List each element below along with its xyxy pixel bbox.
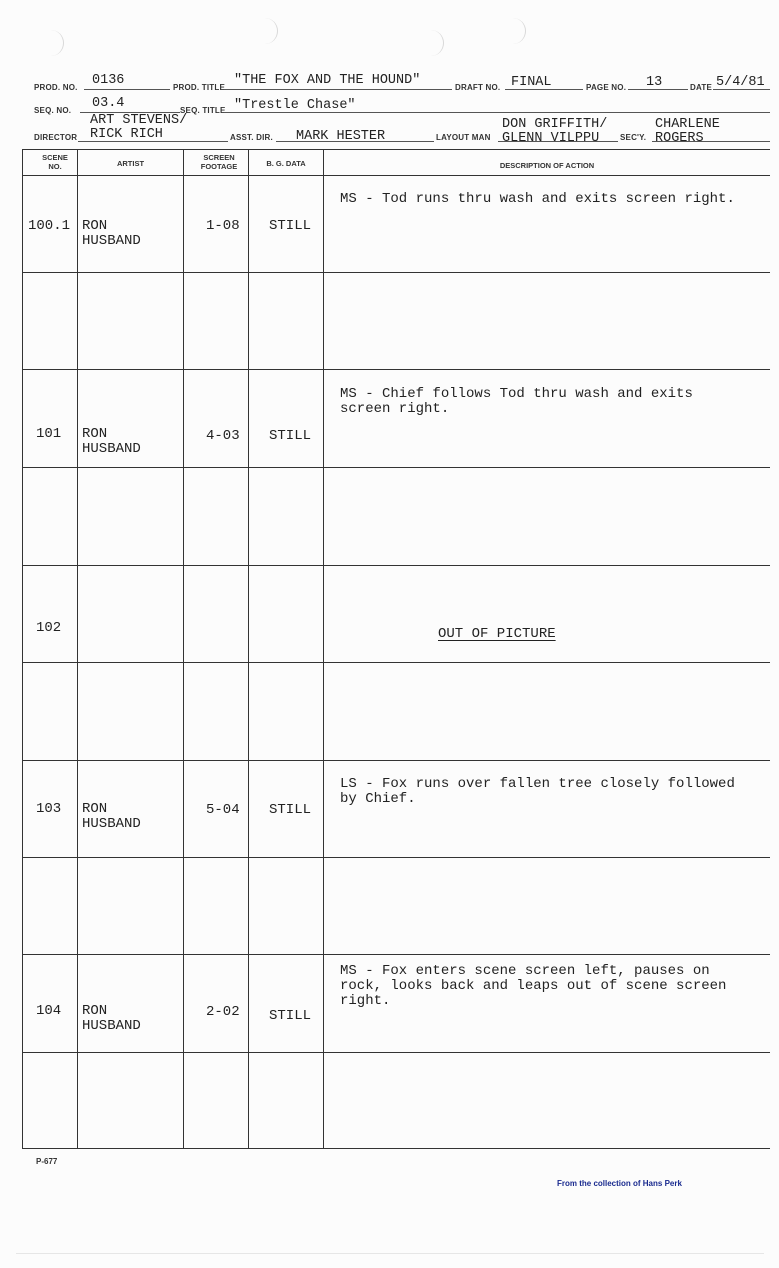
secy-value-line1: CHARLENE [655, 117, 720, 132]
table-row-bg-data: STILL [269, 1008, 312, 1024]
table-row-scene: 104 [36, 1003, 62, 1019]
layout-man-value-line1: DON GRIFFITH/ [502, 117, 608, 132]
column-header-bg-data: B. G. DATA [266, 159, 306, 168]
asst-dir-value: MARK HESTER [296, 129, 386, 144]
prod-title-value: "THE FOX AND THE HOUND" [234, 73, 421, 88]
seq-no-value: 03.4 [92, 96, 125, 111]
secy-value-line2: ROGERS [655, 131, 704, 146]
column-header-artist: ARTIST [116, 159, 145, 168]
draft-no-value: FINAL [511, 75, 552, 90]
form-id: P-677 [36, 1157, 58, 1166]
table-row-footage: 2-02 [206, 1004, 240, 1020]
table-row-artist: RON HUSBAND [82, 801, 141, 832]
table-row-description: MS - Chief follows Tod thru wash and exits screen right. [340, 386, 693, 417]
asst-dir-label: ASST. DIR. [230, 133, 273, 142]
director-label: DIRECTOR [34, 133, 78, 142]
table-row-bg-data: STILL [269, 218, 312, 234]
prod-no-label: PROD. NO. [34, 83, 78, 92]
seq-title-label: SEQ. TITLE [180, 106, 226, 115]
column-header-scene-no: SCENE NO. [42, 153, 68, 171]
table-row-scene: 103 [36, 801, 62, 817]
table-row-footage: 1-08 [206, 218, 240, 234]
table-row-description: MS - Fox enters scene screen left, pauses on rock, looks back and leaps out of scene screen right. [340, 963, 727, 1009]
table-row-scene: 100.1 [28, 218, 71, 234]
layout-man-value-line2: GLENN VILPPU [502, 131, 600, 146]
table-row-bg-data: STILL [269, 428, 312, 444]
prod-title-label: PROD. TITLE [173, 83, 225, 92]
layout-man-label: LAYOUT MAN [436, 133, 491, 142]
seq-no-label: SEQ. NO. [34, 106, 72, 115]
director-value-line1: ART STEVENS/ [90, 113, 188, 128]
table-row-footage: 5-04 [206, 802, 240, 818]
seq-title-value: "Trestle Chase" [234, 98, 356, 113]
table-row-description: MS - Tod runs thru wash and exits screen right. [340, 191, 735, 207]
table-row-artist: RON HUSBAND [82, 1003, 141, 1034]
table-row-footage: 4-03 [206, 428, 240, 444]
prod-no-value: 0136 [92, 73, 125, 88]
date-label: DATE [690, 83, 712, 92]
secy-label: SEC'Y. [620, 133, 647, 142]
collection-credit: From the collection of Hans Perk [557, 1179, 682, 1188]
date-value: 5/4/81 [716, 75, 765, 90]
punch-hole-left [38, 30, 64, 56]
table-row-artist: RON HUSBAND [82, 218, 141, 249]
page-no-label: PAGE NO. [586, 83, 627, 92]
table-row-artist: RON HUSBAND [82, 426, 141, 457]
table-row-bg-data: STILL [269, 802, 312, 818]
page-no-value: 13 [646, 75, 663, 90]
director-value-line2: RICK RICH [90, 127, 163, 142]
column-header-description: DESCRIPTION OF ACTION [499, 161, 595, 170]
table-row-description: LS - Fox runs over fallen tree closely followed by Chief. [340, 776, 735, 807]
draft-no-label: DRAFT NO. [455, 83, 501, 92]
punch-hole-right [500, 18, 526, 44]
table-row-scene: 101 [36, 426, 62, 442]
column-header-screen-footage: SCREEN FOOTAGE [200, 153, 238, 171]
table-row-scene: 102 [36, 620, 62, 636]
out-of-picture-note: OUT OF PICTURE [438, 626, 556, 642]
punch-hole-middle-right [418, 30, 444, 56]
punch-hole-middle-left [252, 18, 278, 44]
